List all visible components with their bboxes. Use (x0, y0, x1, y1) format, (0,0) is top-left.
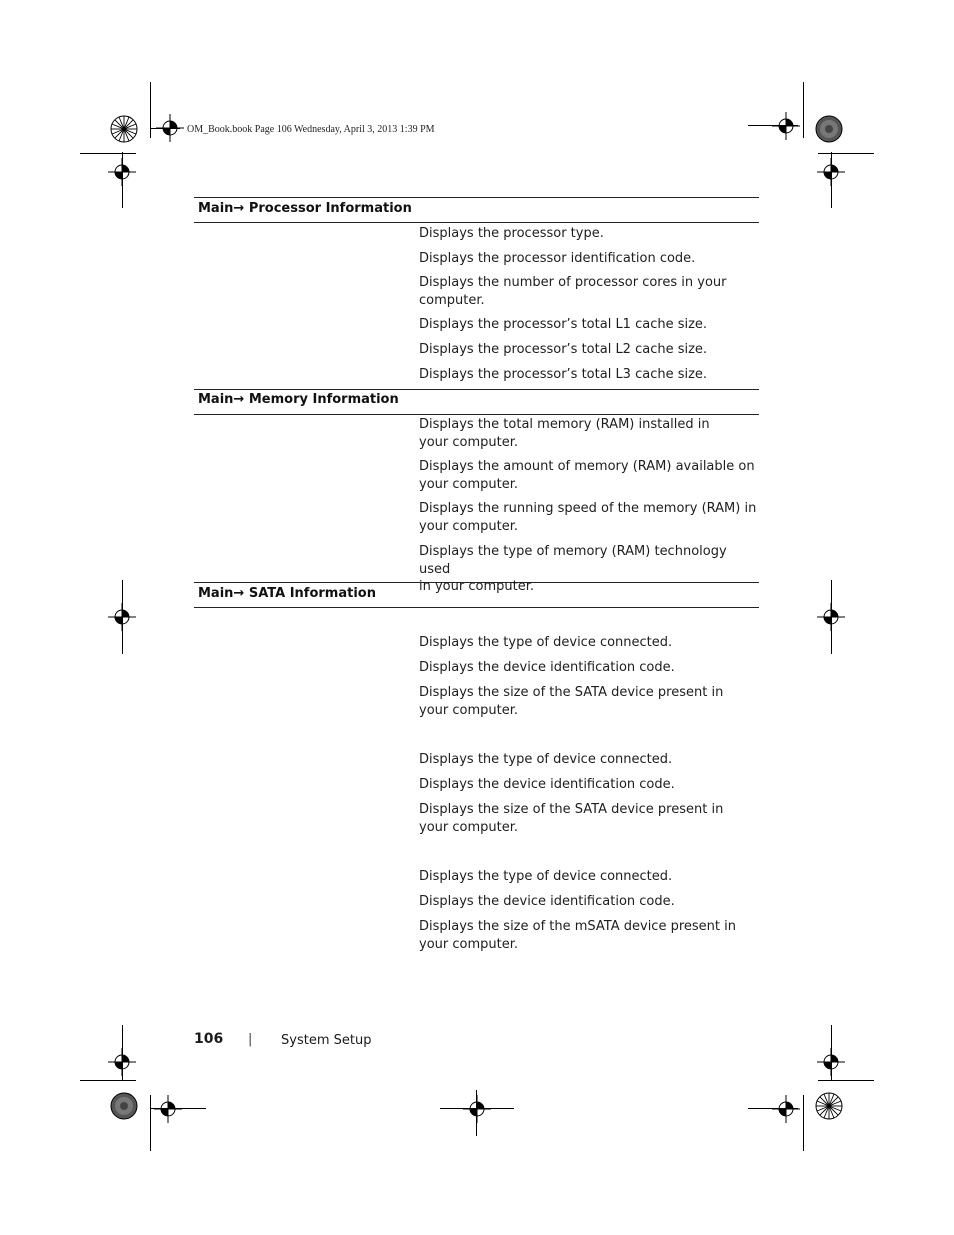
crop-mark (150, 128, 180, 129)
description-text: Displays the device identification code. (419, 894, 675, 909)
table-rule (194, 222, 759, 223)
footer-section-title: System Setup (281, 1033, 372, 1048)
registration-target-icon (817, 1048, 845, 1076)
crop-mark (440, 1108, 514, 1109)
section-title-memory: Main→ Memory Information (198, 392, 399, 407)
description-text: Displays the type of device connected. (419, 752, 673, 767)
description-text: Displays the processor’s total L1 cache size. (419, 317, 708, 332)
description-text: Displays the number of processor cores in your computer. (419, 275, 727, 308)
description-text: Displays the running speed of the memory (RAM) in your computer. (419, 501, 757, 534)
description-text: Displays the processor’s total L2 cache size. (419, 342, 708, 357)
starburst-mark-icon (815, 1092, 843, 1120)
description-text: Displays the type of memory (RAM) technology used in your computer. (419, 544, 727, 594)
starburst-mark-icon (815, 115, 843, 143)
description-text: Displays the size of the SATA device present in your computer. (419, 802, 724, 835)
starburst-mark-icon (110, 1092, 138, 1120)
section-title-processor: Main→ Processor Information (198, 201, 412, 216)
table-rule (194, 414, 759, 415)
registration-target-icon (772, 112, 800, 140)
table-rule (194, 582, 759, 583)
registration-target-icon (772, 1095, 800, 1123)
description-text: Displays the total memory (RAM) installed in your computer. (419, 417, 710, 450)
description-text: Displays the device identification code. (419, 777, 675, 792)
table-rule (194, 197, 759, 198)
table-rule (194, 389, 759, 390)
print-slug-header: OM_Book.book Page 106 Wednesday, April 3, 2013 1:39 PM (187, 124, 435, 135)
registration-target-icon (463, 1095, 491, 1123)
description-text: Displays the type of device connected. (419, 635, 673, 650)
description-text: Displays the size of the SATA device present in your computer. (419, 685, 724, 718)
footer-separator: | (248, 1032, 253, 1047)
description-text: Displays the processor identification code. (419, 251, 696, 266)
table-rule (194, 607, 759, 608)
registration-target-icon (108, 603, 136, 631)
description-text: Displays the amount of memory (RAM) available on your computer. (419, 459, 755, 492)
page-number: 106 (194, 1031, 224, 1047)
crop-mark (150, 1108, 206, 1109)
registration-target-icon (154, 1095, 182, 1123)
description-text: Displays the processor type. (419, 226, 604, 241)
registration-target-icon (108, 158, 136, 186)
crop-mark (748, 1108, 798, 1109)
section-title-sata: Main→ SATA Information (198, 586, 376, 601)
registration-target-icon (108, 1048, 136, 1076)
registration-target-icon (817, 603, 845, 631)
description-text: Displays the type of device connected. (419, 869, 673, 884)
description-text: Displays the size of the mSATA device present in your computer. (419, 919, 736, 952)
crop-mark (748, 125, 798, 126)
description-text: Displays the device identification code. (419, 660, 675, 675)
registration-target-icon (817, 158, 845, 186)
starburst-mark-icon (110, 115, 138, 143)
description-text: Displays the processor’s total L3 cache size. (419, 367, 708, 382)
